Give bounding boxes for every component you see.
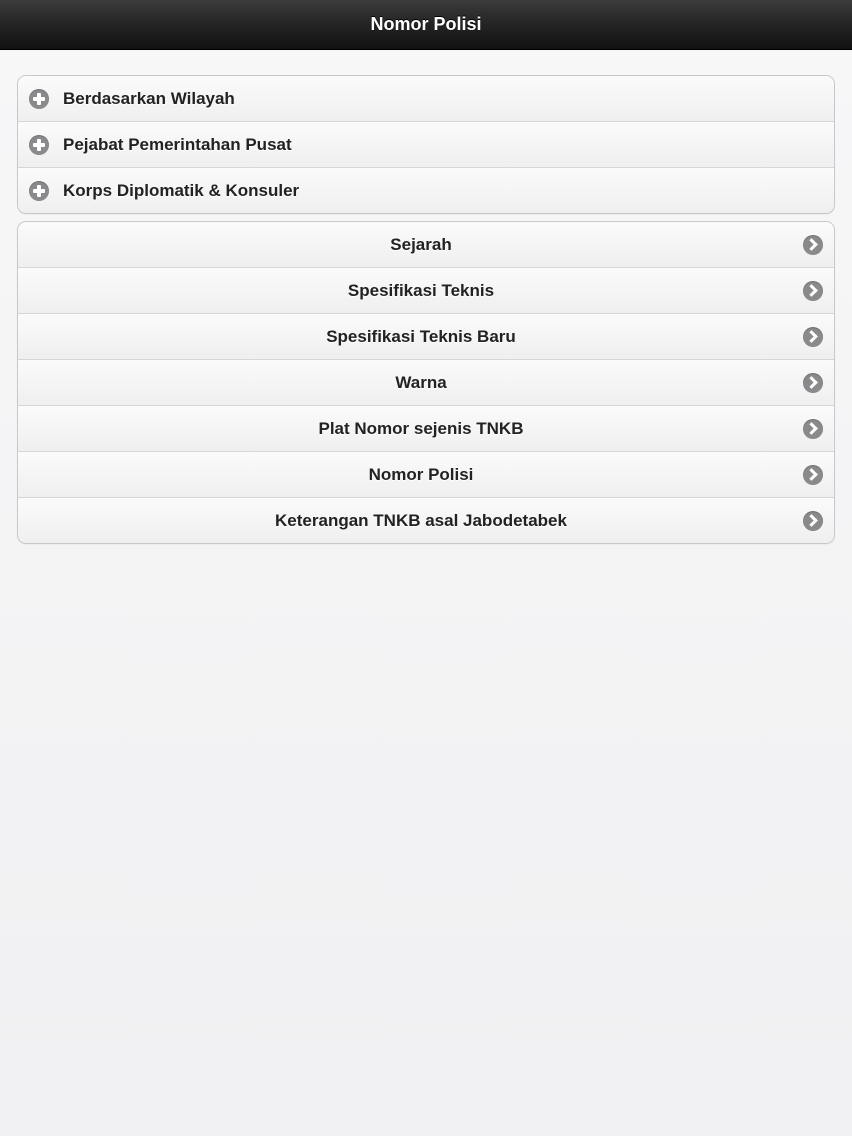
- collapsible-item-berdasarkan-wilayah[interactable]: [18, 76, 834, 121]
- collapsible-item-pejabat-pemerintahan-pusat[interactable]: [18, 121, 834, 167]
- collapsible-item-label: Korps Diplomatik & Konsuler: [63, 180, 300, 200]
- link-item-label: Spesifikasi Teknis Baru: [326, 326, 516, 346]
- collapsible-list: [17, 75, 835, 214]
- link-item-spesifikasi-teknis[interactable]: [18, 267, 834, 313]
- content-area: [0, 50, 852, 1136]
- plus-circle-icon: [29, 89, 49, 109]
- link-item-keterangan-tnkb-jabodetabek[interactable]: [18, 497, 834, 543]
- chevron-right-circle-icon: [803, 281, 823, 301]
- link-item-label: Keterangan TNKB asal Jabodetabek: [275, 510, 567, 530]
- chevron-right-circle-icon: [803, 373, 823, 393]
- collapsible-item-label: Berdasarkan Wilayah: [63, 88, 235, 108]
- link-item-plat-nomor-sejenis-tnkb[interactable]: [18, 405, 834, 451]
- chevron-right-circle-icon: [803, 511, 823, 531]
- plus-circle-icon: [29, 135, 49, 155]
- link-item-label: Nomor Polisi: [368, 464, 474, 484]
- link-item-label: Warna: [395, 372, 447, 392]
- collapsible-item-label: Pejabat Pemerintahan Pusat: [63, 134, 292, 154]
- link-item-warna[interactable]: [18, 359, 834, 405]
- link-item-spesifikasi-teknis-baru[interactable]: [18, 313, 834, 359]
- link-item-label: Sejarah: [390, 234, 452, 254]
- page-title: Nomor Polisi: [370, 14, 482, 34]
- plus-circle-icon: [29, 181, 49, 201]
- link-item-label: Plat Nomor sejenis TNKB: [318, 418, 524, 438]
- link-list: [17, 221, 835, 544]
- link-item-nomor-polisi[interactable]: [18, 451, 834, 497]
- chevron-right-circle-icon: [803, 465, 823, 485]
- header-bar: [0, 0, 852, 50]
- link-item-sejarah[interactable]: [18, 222, 834, 267]
- chevron-right-circle-icon: [803, 419, 823, 439]
- collapsible-item-korps-diplomatik[interactable]: [18, 167, 834, 213]
- chevron-right-circle-icon: [803, 327, 823, 347]
- chevron-right-circle-icon: [803, 235, 823, 255]
- link-item-label: Spesifikasi Teknis: [347, 280, 495, 300]
